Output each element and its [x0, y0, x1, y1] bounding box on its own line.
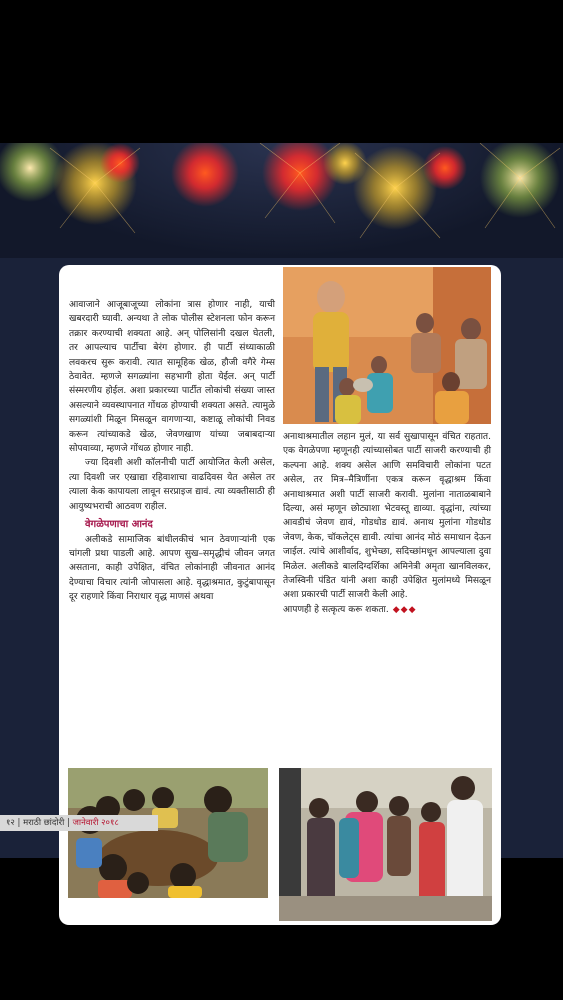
right-column-text [283, 430, 491, 617]
page-number: १२ [6, 818, 15, 828]
left-paragraph-1: आवाजाने आजूबाजूच्या लोकांना त्रास होणार नाही, याची खबरदारी घ्यावी. अन्यथा ते लोक पोलीस स्टेशनला फोन करून तक्रार करण्याची शक्यता आहे. अन् पोलिसांनी दखल घेतली, तर आपल्याच पार्टीचा बेरंग होणार. ही पार्टी संध्याकाळी लवकरच सुरू करावी. त्यात सामूहिक खेळ, हौजी वगैरे गेम्स ठेवावेत. म्हणजे सगळ्यांना सहभागी होता येईल. अन् पार्टी संस्मरणीय होईल. अशा प्रकारच्या पार्टीत लोकांची संख्या जास्त असल्याने व्यवस्थापनात गोंधळ होण्याची शक्यता असते. त्यामुळे सगळ्यांशी मिळून मिसळून वागणाऱ्या, कष्टाळू लोकांची निवड करून त्यांच्याकडे खेळ, जेवणखाण यांच्या जबाबदाऱ्या सोपवाव्या, म्हणजे गोंधळ होणार नाही. [69, 300, 275, 455]
left-paragraph-2: ज्या दिवशी अशी कॉलनीची पार्टी आयोजित केली असेल, त्या दिवशी जर एखाद्या रहिवाशाचा वाढदिवस येत असेल तर त्याला केक कापायला लावून सरप्राइज द्यावं. त्या व्यक्तीसाठी ही आयुष्यभराची आठवण राहील. [69, 458, 275, 512]
children-planting-photo [68, 768, 268, 898]
elderly-home-photo [283, 267, 491, 424]
food-distribution-photo [279, 768, 492, 921]
fireworks-banner [0, 143, 563, 258]
left-paragraph-3: अलीकडे सामाजिक बांधीलकीचं भान ठेवणाऱ्यांनी एक चांगली प्रथा पाडली आहे. आपण सुख–समृद्धीचं जीवन जगत असताना, काही उपेक्षित, वंचित लोकांनाही जीवनात आनंद देण्याचा विचार त्यांनी जोपासला आहे. वृद्धाश्रमात, कुटुंबापासून दूर राहणारे किंवा निराधार वृद्ध माणसं अथवा [69, 534, 275, 603]
magazine-page [0, 143, 563, 858]
issue-month: जानेवारी २०१८ [72, 818, 119, 828]
page-footer: १२ | मराठी छांदोरी | जानेवारी २०१८ [0, 815, 158, 831]
magazine-name: मराठी छांदोरी [23, 818, 65, 828]
diamond-ornament-icon: ◆◆◆ [392, 604, 417, 615]
section-subheading: वेगळेपणाचा आनंद [85, 519, 153, 531]
closing-line: आपणही हे सत्कृत्य करू शकता. [283, 604, 389, 615]
right-paragraph-1: अनाथाश्रमातील लहान मुलं, या सर्व सुखापासून वंचित राहतात. एक वेगळेपणा म्हणूनही त्यांच्यासोबत पार्टी साजरी करण्याची ही कल्पना आहे. शक्य असेल आणि समविचारी लोकांना पटत असेल, तर मित्र–मैत्रिणींना एकत्र करून वृद्धाश्रम किंवा अनाथाश्रमात अशी पार्टी साजरी करावी. मुलांना नाताळबाबाने दिल्या, असं म्हणून छोट्याशा भेटवस्तू द्याव्या. वृद्धांना, त्यांच्या आवडीचं जेवण द्यावं, गोडधोड द्यावं. अनाथ मुलांना गोडधोड जेवण, केक, चॉकलेट्स द्यावी. त्यांचा आनंद मोठं समाधान देऊन जाईल. त्यांचे आशीर्वाद, शुभेच्छा, सदिच्छांमधून आपल्याला दुवा मिळेल. अलीकडे बालदिग्दर्शिका अमिनेत्री अमृता खानविलकर, तेजस्विनी पंडित यांनी अशा काही उपेक्षित मुलांमध्ये मिसळून अशा प्रकारची पार्टी साजरी केली आहे. [283, 432, 491, 601]
left-column-text [69, 298, 275, 605]
fireworks-illustration [0, 143, 563, 258]
